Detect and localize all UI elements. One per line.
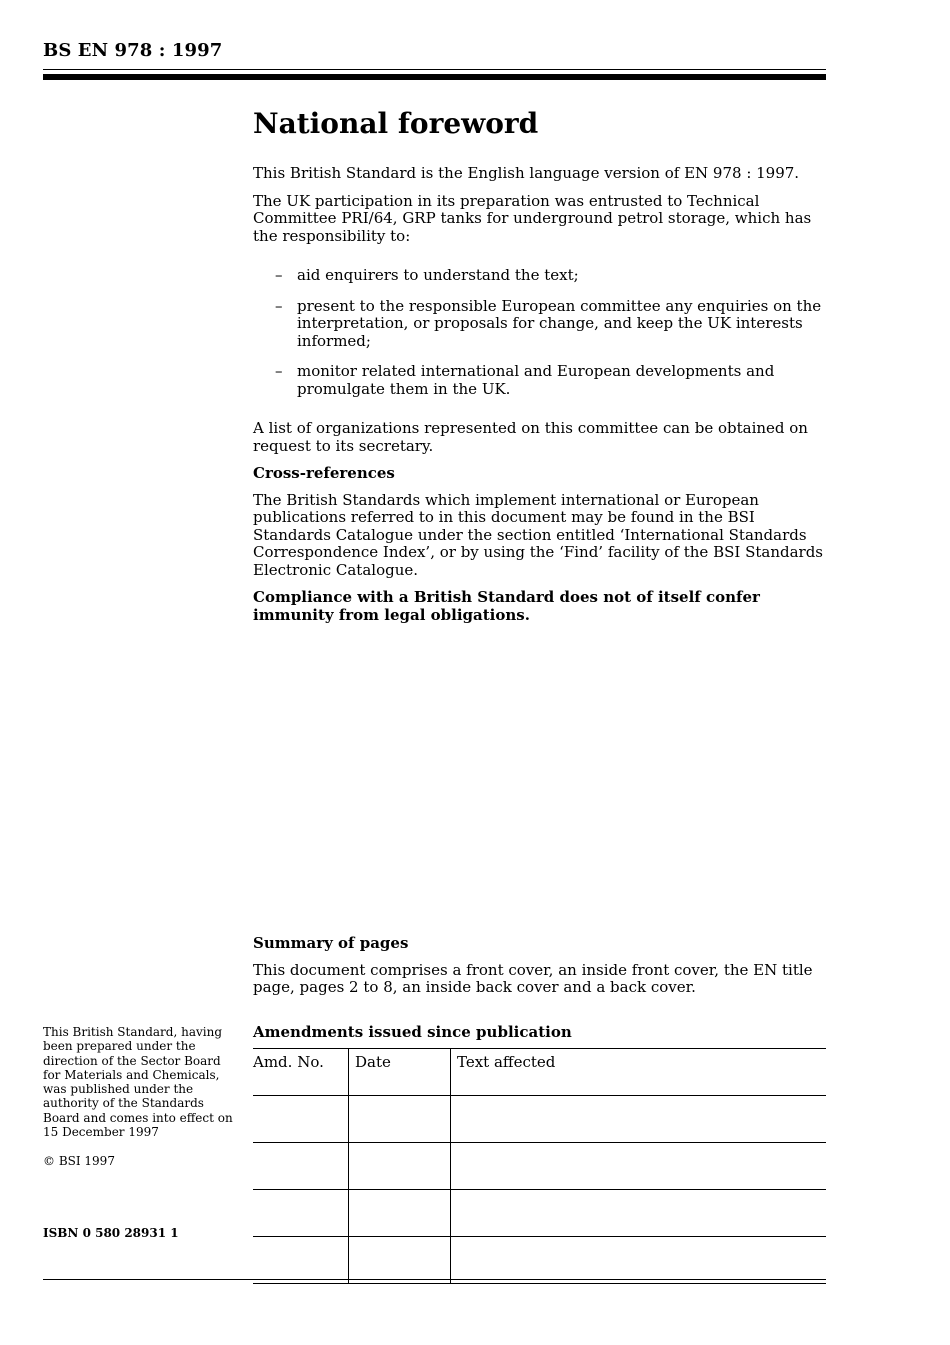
amendments-table [253,1048,826,1284]
table-cell [253,1237,349,1284]
list-item [253,267,828,285]
dash-marker: – [275,296,283,315]
column-header-text-affected: Text affected [451,1049,827,1096]
list-item-text: aid enquirers to understand the text; [297,266,579,284]
table-cell [451,1237,827,1284]
list-item [253,298,828,351]
dash-marker: – [275,362,283,380]
list-item-text: monitor related international and European developments and promulgate them in the UK. [297,362,775,398]
summary-text: This document comprises a front cover, an inside front cover, the EN title page, pages 2 to 8, an inside back cover and a back cover. [253,960,813,996]
summary-heading: Summary of pages [253,934,409,952]
intro-paragraph-1: This British Standard is the English language version of EN 978 : 1997. [253,164,800,182]
table-row [253,1143,826,1190]
cross-references-text: The British Standards which implement international or European publications referred to in this document may be found in the BSI Standards Catalogue under the section entitled ‘International Standards Correspondence Index’, or by using the ‘Find’ facility of the BSI Standards Electronic Catalogue. [253,490,823,579]
footer-rule [43,1279,826,1280]
amendments-heading-wrap [253,1024,828,1051]
header-rule-thin [43,69,826,70]
table-header-row [253,1049,826,1096]
column-header-amd-no: Amd. No. [253,1049,349,1096]
table-cell [349,1096,451,1143]
table-cell [349,1237,451,1284]
dash-marker: – [275,266,283,284]
table-cell [349,1190,451,1237]
table-cell [253,1143,349,1190]
header-rule-thick [43,74,826,80]
compliance-note: Compliance with a British Standard does not of itself confer immunity from legal obligations. [253,588,760,624]
table-row [253,1237,826,1284]
list-item [253,363,828,398]
list-item-text: present to the responsible European committee any enquiries on the interpretation, or proposals for change, and keep the UK interests informed; [297,296,822,350]
cross-references-heading: Cross-references [253,464,395,482]
intro-paragraph-2: The UK participation in its preparation was entrusted to Technical Committee PRI/64, GRP tanks for underground petrol storage, which has the responsibility to: [253,191,812,245]
standard-number: BS EN 978 : 1997 [43,40,223,61]
table-cell [349,1143,451,1190]
table-cell [451,1143,827,1190]
table-cell [253,1190,349,1237]
organizations-paragraph: A list of organizations represented on this committee can be obtained on request to its secretary. [253,419,808,455]
table-cell [451,1190,827,1237]
copyright-notice: © BSI 1997 [43,1154,115,1168]
table-cell [253,1096,349,1143]
summary-section [253,935,828,1007]
foreword-section [253,108,828,634]
table-row [253,1190,826,1237]
responsibilities-list [253,267,828,398]
amendments-heading: Amendments issued since publication [253,1023,572,1041]
table-row [253,1096,826,1143]
table-cell [451,1096,827,1143]
page-title: National foreword [253,107,539,140]
publication-note: This British Standard, having been prepared under the direction of the Sector Board for Materials and Chemicals, was published under the authority of the Standards Board and comes into effect on 15 December 1997 [43,1025,233,1140]
column-header-date: Date [349,1049,451,1096]
isbn: ISBN 0 580 28931 1 [43,1226,179,1240]
